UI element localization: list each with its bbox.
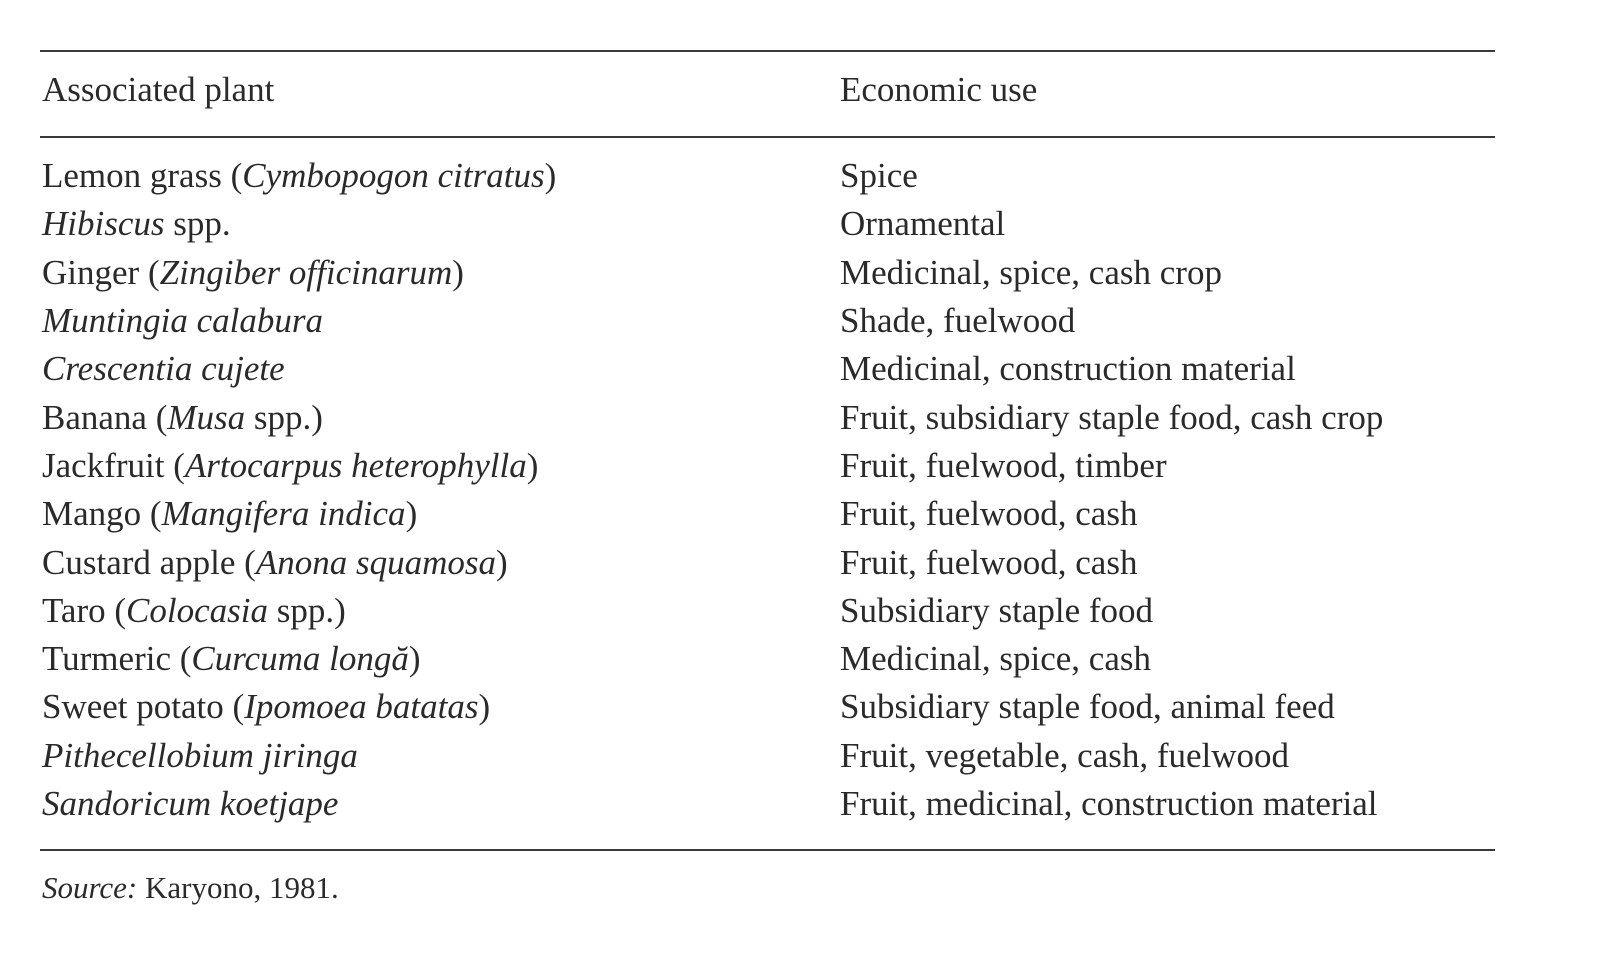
scientific-name: Hibiscus xyxy=(42,204,165,244)
cell-economic-use: Fruit, subsidiary staple food, cash crop xyxy=(840,397,1384,437)
plant-text: Taro ( xyxy=(42,590,127,630)
cell-associated-plant xyxy=(42,639,840,679)
table-body xyxy=(42,152,1502,828)
plant-text: ) xyxy=(544,156,557,196)
plant-text: ) xyxy=(452,252,464,292)
table-row xyxy=(42,587,1502,635)
cell-economic-use: Ornamental xyxy=(840,204,1006,244)
source-label: Source: xyxy=(42,870,138,905)
cell-economic-use: Fruit, fuelwood, cash xyxy=(840,542,1138,582)
scientific-name: Anona squamosa xyxy=(255,542,496,582)
plant-text: ) xyxy=(526,445,539,485)
source-note xyxy=(42,866,339,910)
plant-text: Custard apple ( xyxy=(42,542,256,582)
table-row xyxy=(42,200,1502,248)
table-row xyxy=(42,732,1502,780)
cell-associated-plant xyxy=(42,301,840,341)
cell-economic-use: Fruit, vegetable, cash, fuelwood xyxy=(840,735,1290,775)
cell-economic-use: Fruit, fuelwood, cash xyxy=(840,494,1138,534)
cell-associated-plant xyxy=(42,398,840,438)
plant-text: Ginger ( xyxy=(42,252,160,292)
table-row xyxy=(42,635,1502,683)
plant-text: spp.) xyxy=(267,590,346,630)
plant-text: Jackfruit ( xyxy=(42,445,185,485)
column-header-associated-plant: Associated plant xyxy=(42,70,275,109)
plant-text: spp.) xyxy=(245,397,323,437)
scientific-name: Sandoricum koetjape xyxy=(42,784,339,823)
cell-economic-use: Subsidiary staple food, animal feed xyxy=(840,687,1335,727)
cell-associated-plant xyxy=(42,253,840,293)
plant-text: Mango ( xyxy=(42,494,162,534)
scientific-name: Crescentia cujete xyxy=(42,349,285,389)
plant-text: ) xyxy=(495,542,508,582)
table-top-rule xyxy=(40,50,1495,52)
table-row xyxy=(42,345,1502,393)
cell-economic-use: Fruit, medicinal, construction material xyxy=(840,784,1378,823)
cell-economic-use: Spice xyxy=(840,156,918,196)
cell-associated-plant xyxy=(42,156,840,196)
table-row xyxy=(42,249,1502,297)
table-row xyxy=(42,490,1502,538)
table-header-rule xyxy=(40,136,1495,138)
scientific-name: Muntingia calabura xyxy=(42,301,323,341)
cell-associated-plant xyxy=(42,784,840,824)
scientific-name: Zingiber officinarum xyxy=(159,252,453,292)
scientific-name: Artocarpus heterophylla xyxy=(184,445,527,485)
cell-associated-plant xyxy=(42,687,840,727)
scientific-name: Cymbopogon citratus xyxy=(242,156,545,196)
scientific-name: Curcuma longă xyxy=(191,639,409,679)
table-row xyxy=(42,297,1502,345)
column-header-economic-use: Economic use xyxy=(840,70,1038,109)
cell-economic-use: Shade, fuelwood xyxy=(840,301,1076,341)
cell-economic-use: Subsidiary staple food xyxy=(840,590,1154,630)
cell-economic-use: Medicinal, construction material xyxy=(840,349,1296,389)
cell-associated-plant xyxy=(42,543,840,583)
scientific-name: Ipomoea batatas xyxy=(244,687,479,727)
table-row xyxy=(42,393,1502,441)
table-row xyxy=(42,683,1502,731)
source-text: Karyono, 1981. xyxy=(137,870,339,905)
table-row xyxy=(42,442,1502,490)
scientific-name: Mangifera indica xyxy=(161,494,406,534)
table-row xyxy=(42,152,1502,200)
cell-economic-use: Medicinal, spice, cash xyxy=(840,639,1152,679)
scientific-name: Musa xyxy=(167,397,246,437)
table-row xyxy=(42,538,1502,586)
cell-associated-plant xyxy=(42,736,840,776)
cell-associated-plant xyxy=(42,349,840,389)
plant-text: Banana ( xyxy=(42,397,168,437)
cell-associated-plant xyxy=(42,494,840,534)
plant-text: ) xyxy=(405,494,418,534)
cell-associated-plant xyxy=(42,204,840,244)
plant-text: spp. xyxy=(164,204,231,244)
scientific-name: Pithecellobium jiringa xyxy=(42,735,358,775)
cell-associated-plant xyxy=(42,591,840,631)
table-bottom-rule xyxy=(40,849,1495,851)
plant-text: Turmeric ( xyxy=(42,639,192,679)
plant-text: Sweet potato ( xyxy=(42,687,245,727)
plant-text: ) xyxy=(408,639,421,679)
plant-text: Lemon grass ( xyxy=(42,156,243,196)
cell-economic-use: Medicinal, spice, cash crop xyxy=(840,252,1222,292)
scientific-name: Colocasia xyxy=(126,590,268,630)
plant-text: ) xyxy=(478,687,491,727)
cell-economic-use: Fruit, fuelwood, timber xyxy=(840,445,1167,485)
cell-associated-plant xyxy=(42,446,840,486)
table-row xyxy=(42,780,1502,828)
